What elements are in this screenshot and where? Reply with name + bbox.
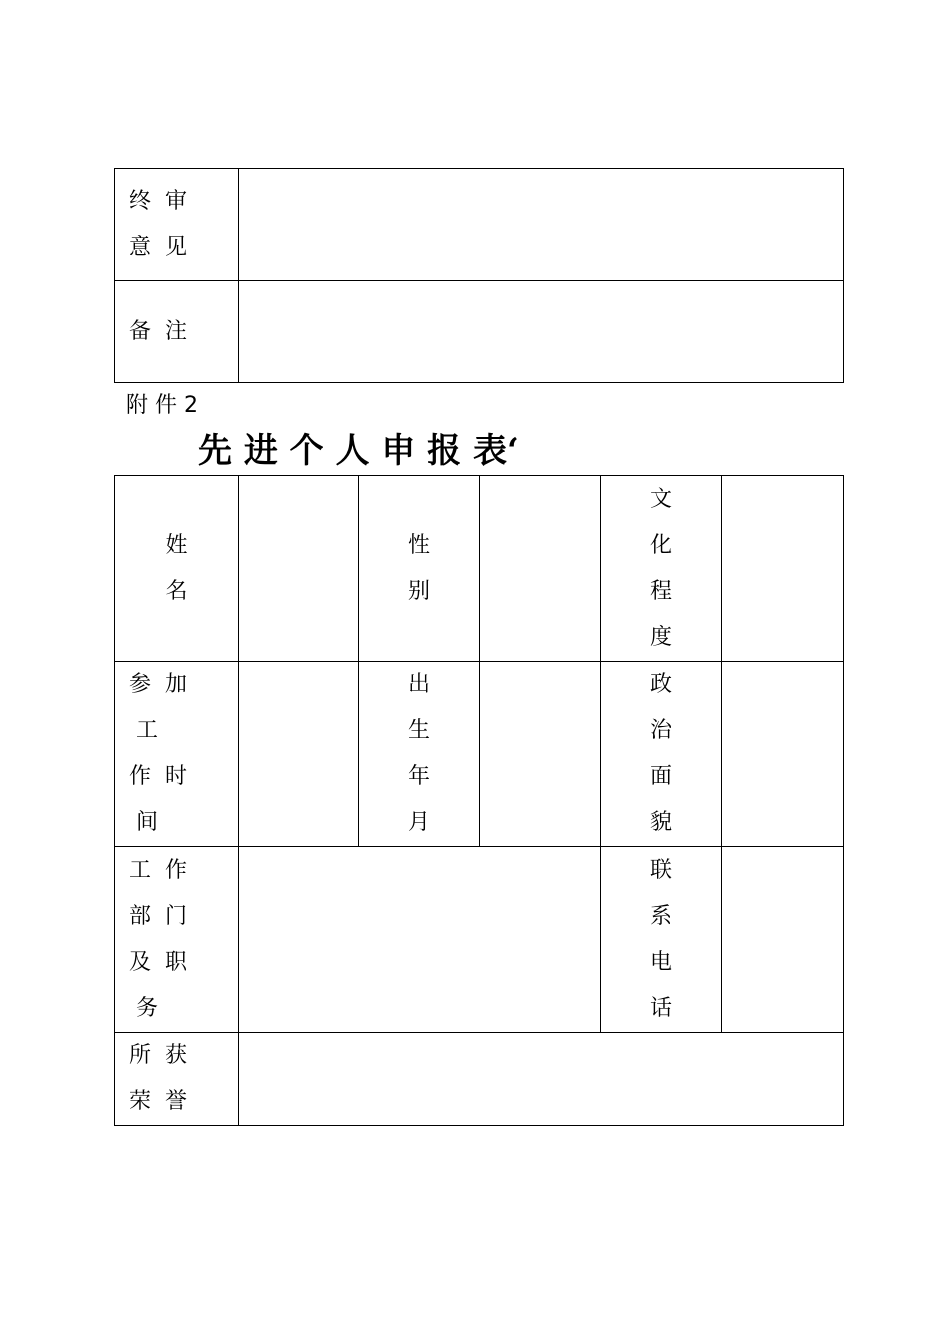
attachment-label: 附 件 2 [126, 393, 198, 418]
phone-label: 联 系 电 话 [601, 847, 722, 1033]
application-form-table [114, 475, 844, 1126]
education-label: 文 化 程 度 [601, 476, 722, 662]
gender-label: 性 别 [359, 476, 480, 662]
political-label: 政 治 面 貌 [601, 662, 722, 847]
gender-field[interactable] [480, 476, 601, 662]
phone-field[interactable] [722, 847, 844, 1033]
department-label: 工 作 部 门 及 职 务 [115, 847, 239, 1033]
work-start-field[interactable] [239, 662, 359, 847]
review-table [114, 168, 844, 383]
political-field[interactable] [722, 662, 844, 847]
name-field[interactable] [239, 476, 359, 662]
final-review-field[interactable] [239, 169, 844, 281]
remarks-field[interactable] [239, 281, 844, 383]
education-field[interactable] [722, 476, 844, 662]
form-title: 先 进 个 人 申 报 表‘ [198, 431, 519, 471]
birth-label: 出 生 年 月 [359, 662, 480, 847]
name-label: 姓 名 [115, 476, 239, 662]
honors-label: 所 获 荣 誉 [115, 1033, 239, 1126]
honors-field[interactable] [239, 1033, 844, 1126]
birth-field[interactable] [480, 662, 601, 847]
remarks-label: 备 注 [115, 281, 239, 383]
final-review-label: 终 审 意 见 [115, 169, 239, 281]
department-field[interactable] [239, 847, 601, 1033]
work-start-label: 参 加 工 作 时 间 [115, 662, 239, 847]
